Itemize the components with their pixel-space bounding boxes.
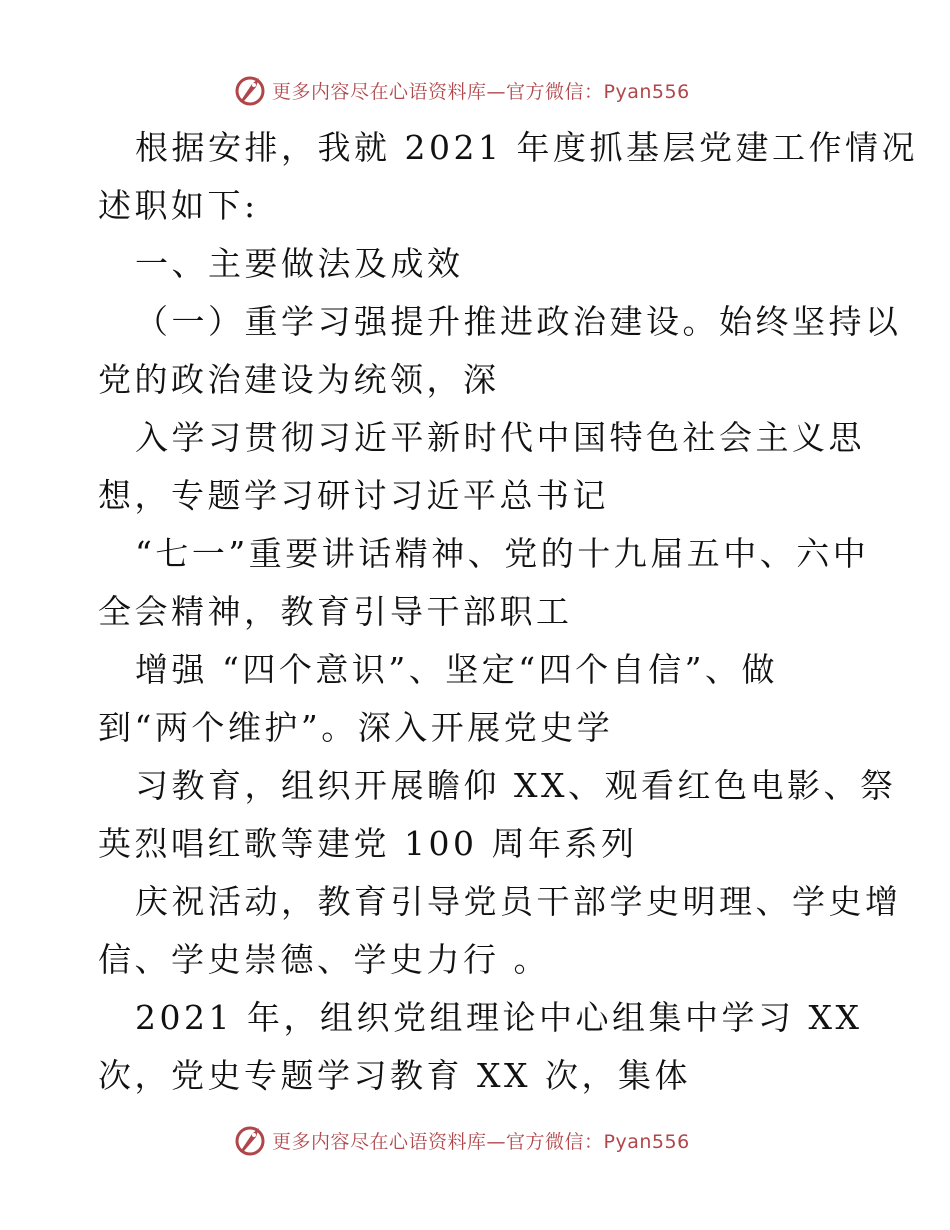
pen-nib-logo-icon [232,1122,268,1158]
text-line: 信、学史崇德、学史力行 。 [98,940,550,979]
text-line: 到“两个维护”。深入开展党史学 [98,708,614,747]
text-line: 全会精神，教育引导干部职工 [98,592,573,631]
text-line: （一）重学习强提升推进政治建设。始终坚持以 [135,302,902,341]
text-line: 入学习贯彻习近平新时代中国特色社会主义思 [135,418,865,457]
text-line: “七一”重要讲话精神、党的十九届五中、六中 [135,534,870,573]
pen-nib-logo-icon [232,72,268,108]
text-line: 党的政治建设为统领，深 [98,360,500,399]
footer-watermark [232,1120,690,1160]
text-line: 2021 年，组织党组理论中心组集中学习 XX [135,998,863,1037]
text-line: 庆祝活动，教育引导党员干部学史明理、学史增 [135,882,902,921]
watermark-text: 更多内容尽在心语资料库—官方微信：Pyan556 [272,80,690,103]
watermark-text: 更多内容尽在心语资料库—官方微信：Pyan556 [272,1130,690,1153]
text-line: 想，专题学习研讨习近平总书记 [98,476,609,515]
section-heading: 一、主要做法及成效 [135,244,464,283]
text-line: 根据安排，我就 2021 年度抓基层党建工作情况 [135,128,918,167]
text-line: 述职如下: [98,186,259,225]
text-line: 习教育，组织开展瞻仰 XX、观看红色电影、祭 [135,766,897,805]
text-line: 英烈唱红歌等建党 100 周年系列 [98,824,638,863]
text-line: 次，党史专题学习教育 XX 次，集体 [98,1056,691,1095]
header-watermark [232,70,690,110]
text-line: 增强 “四个意识”、坚定“四个自信”、做 [135,650,778,689]
